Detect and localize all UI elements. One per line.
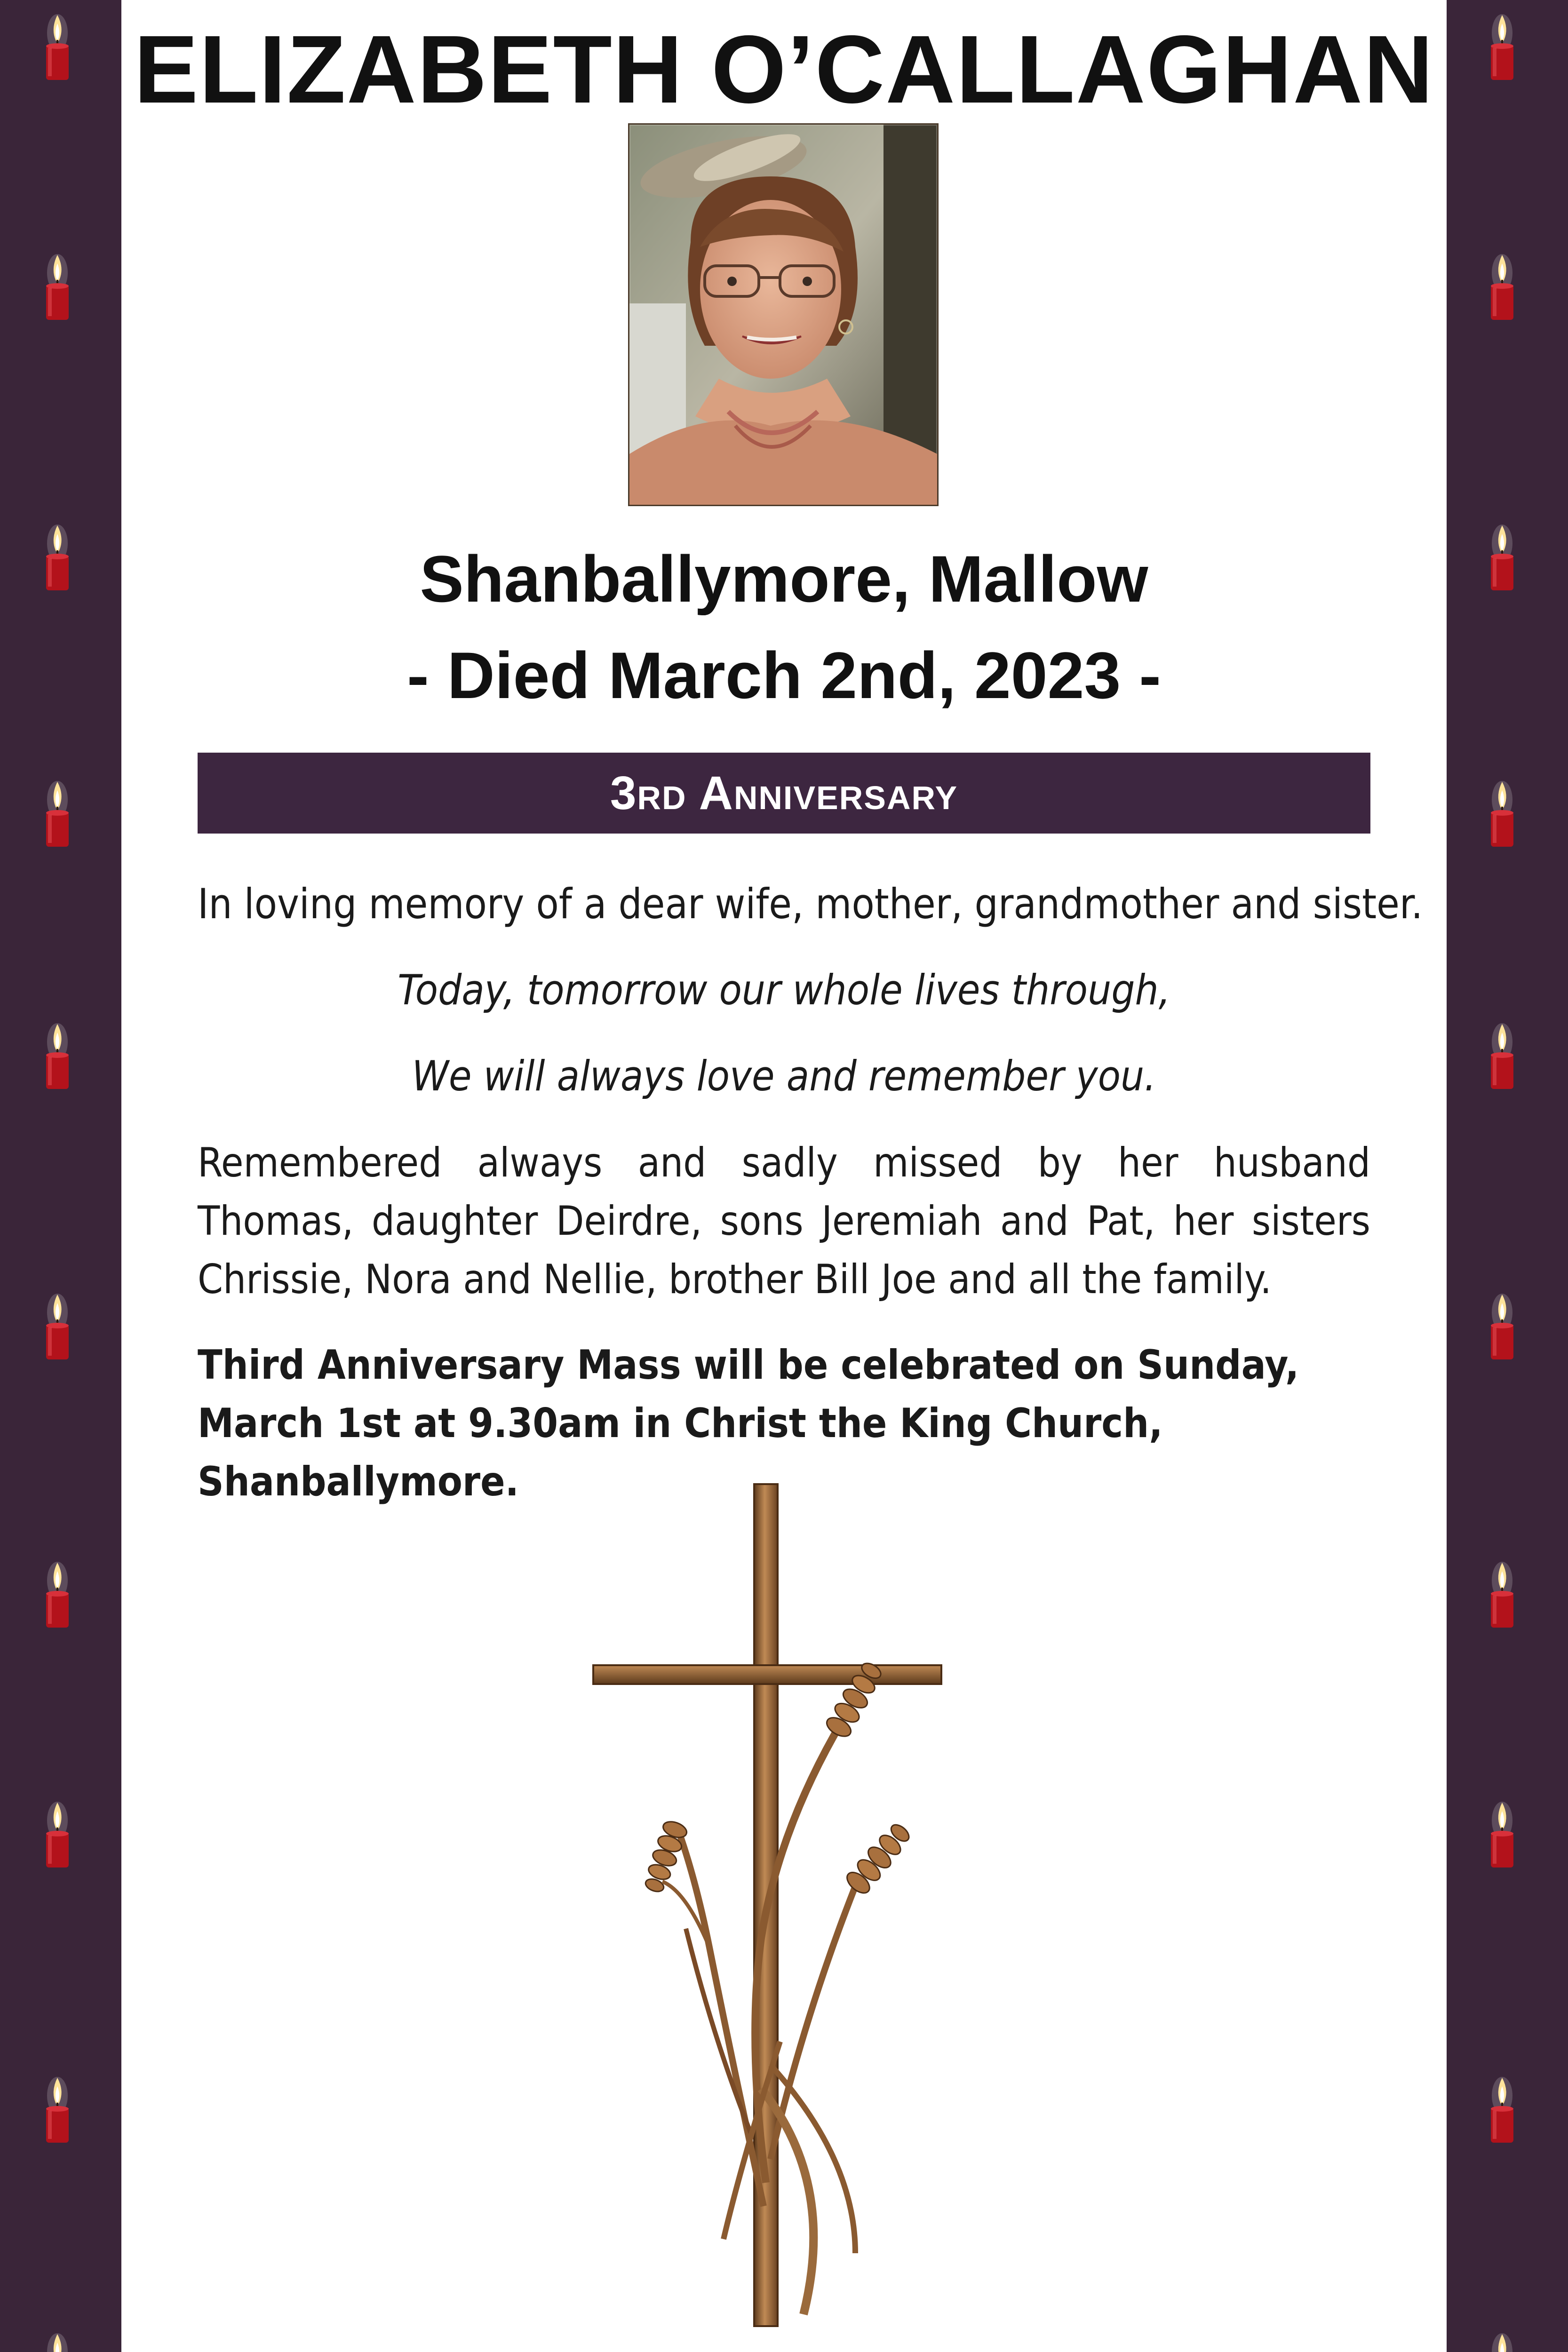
candle-icon [39,2333,76,2352]
candle-icon [39,14,76,85]
candle-icon [39,1562,76,1632]
candle-icon [1483,524,1521,595]
candle-icon [1483,1294,1521,1364]
candle-icon [39,1023,76,1094]
date-of-death: - Died March 2nd, 2023 - [407,638,1161,712]
place-of-residence: Shanballymore, Mallow [420,542,1148,616]
candle-icon [39,1802,76,1872]
candle-icon [39,781,76,851]
right-border [1447,0,1568,2352]
candle-icon [1483,1562,1521,1632]
notice-panel [121,0,1447,2352]
portrait-photo [628,123,939,506]
intro-text: In loving memory of a dear wife, mother, grandmother and sister. [198,880,1423,928]
deceased-name: ELIZABETH O’CALLAGHAN [134,16,1434,123]
left-border [0,0,121,2352]
cross-with-wheat-icon [592,1477,1015,2333]
candle-icon [39,524,76,595]
candle-icon [1483,781,1521,851]
anniversary-banner: 3rd Anniversary [198,753,1370,834]
candle-icon [1483,1023,1521,1094]
candle-icon [1483,14,1521,85]
candle-icon [39,254,76,325]
candle-icon [39,2077,76,2147]
family-message: Remembered always and sadly missed by her husband Thomas, daughter Deirdre, sons Jeremiah and Pat, her sisters Chrissie, Nora and Nellie, brother Bill Joe and all the family. [198,1139,1370,1303]
candle-icon [1483,254,1521,325]
verse-line-1: Today, tomorrow our whole lives through, [398,966,1170,1014]
candle-icon [1483,2077,1521,2147]
mass-details: Third Anniversary Mass will be celebrated on Sunday, March 1st at 9.30am in Christ the King Church, Shanballymore. [198,1342,1299,1505]
candle-icon [1483,2333,1521,2352]
candle-icon [1483,1802,1521,1872]
verse-line-2: We will always love and remember you. [412,1052,1156,1100]
candle-icon [39,1294,76,1364]
